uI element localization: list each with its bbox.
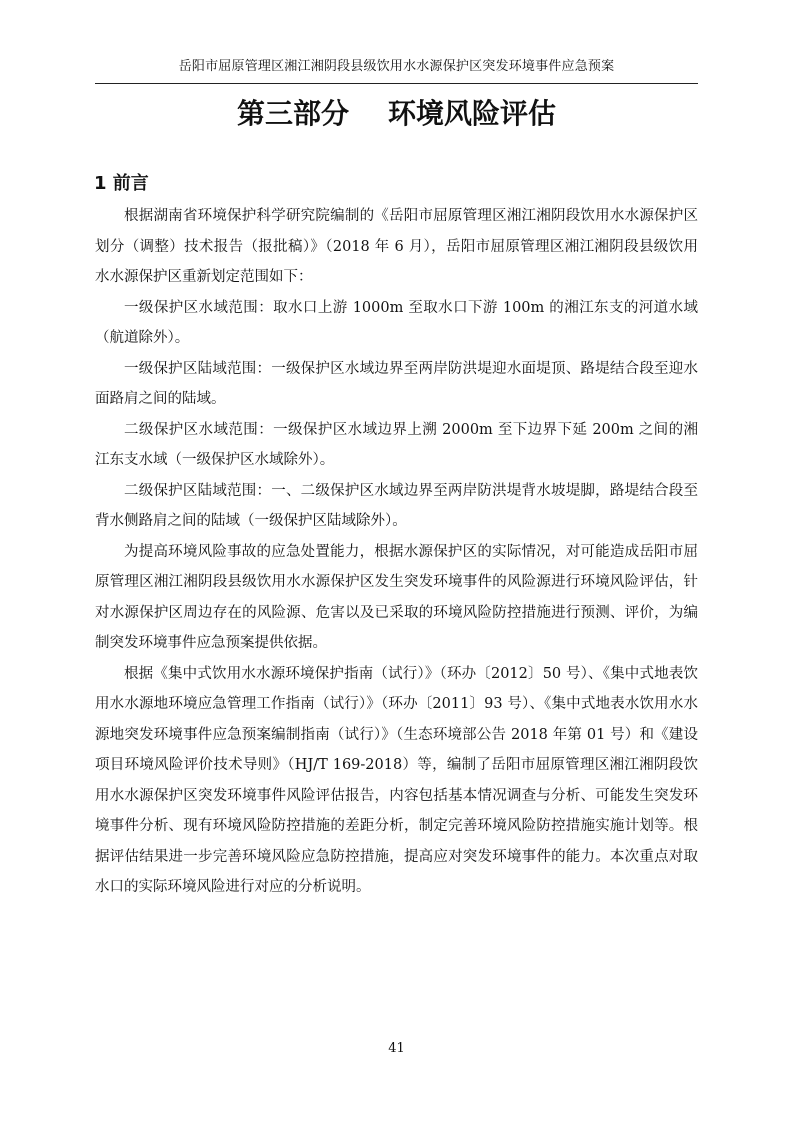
paragraph-purpose: 为提高环境风险事故的应急处置能力，根据水源保护区的实际情况，对可能造成岳阳市屈原管理区湘江湘阴段县级饮用水水源保护区发生突发环境事件的风险源进行环境风险评估，针对水源保护区周边存在的风险源、危害以及已采取的环境风险防控措施进行预测、评价，为编制突发环境事件应急预案提供依据。 — [95, 543, 698, 651]
part-title: 第三部分 环境风险评估 — [237, 97, 556, 130]
paragraph-intro: 根据湖南省环境保护科学研究院编制的《岳阳市屈原管理区湘江湘阴段饮用水水源保护区划分（调整）技术报告（报批稿）》（2018 年 6 月），岳阳市屈原管理区湘江湘阴段县级饮用水水源保护区重新划定范围如下： — [95, 208, 698, 285]
body-text — [95, 201, 698, 903]
paragraph-level2-land: 二级保护区陆域范围：一、二级保护区水域边界至两岸防洪堤背水坡堤脚，路堤结合段至背水侧路肩之间的陆域（一级保护区陆域除外）。 — [95, 482, 698, 529]
page-number: 41 — [388, 1041, 405, 1056]
paragraph-level1-water: 一级保护区水域范围：取水口上游 1000m 至取水口下游 100m 的湘江东支的河道水域（航道除外）。 — [95, 299, 698, 346]
paragraph-level1-land: 一级保护区陆域范围：一级保护区水域边界至两岸防洪堤迎水面堤顶、路堤结合段至迎水面路肩之间的陆域。 — [95, 360, 698, 407]
section-heading: 1 前言 — [94, 173, 149, 194]
running-header: 岳阳市屈原管理区湘江湘阴段县级饮用水水源保护区突发环境事件应急预案 — [95, 57, 698, 84]
paragraph-level2-water: 二级保护区水域范围：一级保护区水域边界上溯 2000m 至下边界下延 200m 之间的湘江东支水域（一级保护区水域除外）。 — [95, 421, 698, 468]
paragraph-basis: 根据《集中式饮用水水源环境保护指南（试行）》（环办〔2012〕50 号）、《集中式地表饮用水水源地环境应急管理工作指南（试行）》（环办〔2011〕93 号）、《集中式地表水饮用水水源地突发环境事件应急预案编制指南（试行）》（生态环境部公告 2018 年第 01 号）和《建设项目环境风险评价技术导则》（HJ/T 169-2018）等，编制了岳阳市屈原管理区湘江湘阴段饮用水水源保护区突发环境事件风险评估报告，内容包括基本情况调查与分析、可能发生突发环境事件分析、现有环境风险防控措施的差距分析，制定完善环境风险防控措施实施计划等。根据评估结果进一步完善环境风险应急防控措施，提高应对突发环境事件的能力。本次重点对取水口的实际环境风险进行对应的分析说明。 — [95, 665, 698, 895]
